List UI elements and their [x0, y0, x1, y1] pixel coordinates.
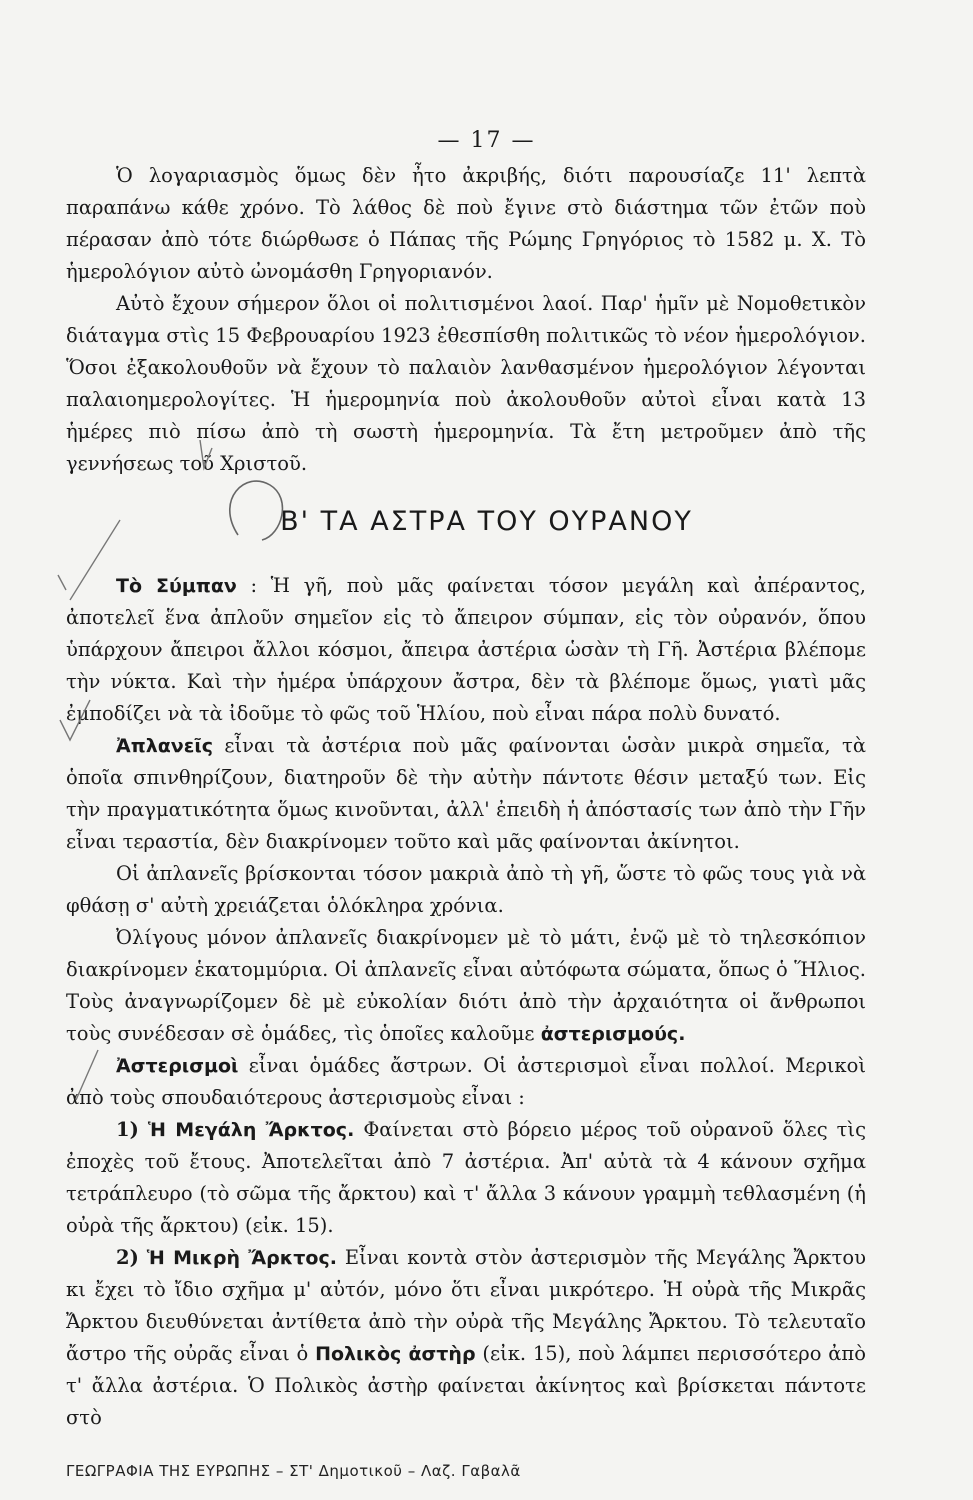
- page-number: — 17 —: [437, 128, 536, 153]
- pencil-tick-mark-1: [58, 575, 66, 590]
- term-polar-star: Πολικὸς ἀστὴρ: [315, 1343, 476, 1365]
- list-number-2: 2): [116, 1246, 139, 1269]
- list-number-1: 1): [116, 1118, 139, 1141]
- term-constellations: ἀστερισμούς.: [540, 1023, 686, 1045]
- term-little-bear: Ἡ Μικρὴ Ἄρκτος.: [146, 1247, 337, 1269]
- list-item-great-bear: [66, 1114, 866, 1242]
- intro-text: [66, 160, 866, 480]
- section-body: [66, 570, 866, 1434]
- term-fixed-stars: Ἀπλανεῖς: [116, 735, 213, 757]
- list-item-great-bear-text: Φαίνεται στὸ βόρειο μέρος τοῦ οὐρανοῦ ὅλες τὶς ἐποχὲς τοῦ ἔτους. Ἀποτελεῖται ἀπὸ 7 ἀστέρια. Ἀπ' αὐτὰ τὰ 4 κάνουν σχῆμα τετράπλευρο (τὸ σῶμα τῆς ἄρκτου) καὶ τ' ἄλλα 3 κάνουν γραμμὴ τεθλασμένη (ἡ οὐρὰ τῆς ἄρκτου) (εἰκ. 15).: [66, 1118, 866, 1237]
- paragraph-universe: [66, 570, 866, 730]
- term-great-bear: Ἡ Μεγάλη Ἄρκτος.: [147, 1119, 355, 1141]
- list-item-little-bear: [66, 1242, 866, 1434]
- list-item-little-bear-text-b: (εἰκ. 15), ποὺ λάμπει περισσότερο ἀπὸ τ' ἄλλα ἀστέρια. Ὁ Πολικὸς ἀστὴρ φαίνεται ἀκίνητος καὶ βρίσκεται πάντοτε στὸ: [66, 1342, 866, 1429]
- paragraph-fixed-stars-text: εἶναι τὰ ἀστέρια ποὺ μᾶς φαίνονται ὡσὰν μικρὰ σημεῖα, τὰ ὁποῖα σπινθηρίζουν, διατηροῦν δὲ τὴν αὐτὴν πάντοτε θέσιν μεταξύ των. Εἰς τὴν πραγματικότητα ὅμως κινοῦνται, ἀλλ' ἐπειδὴ ἡ ἀπόστασίς των ἀπὸ τὴν Γῆν εἶναι τεραστία, δὲν διακρίνομεν τοῦτο καὶ μᾶς φαίνονται ἀκίνητοι.: [66, 734, 866, 853]
- intro-paragraph-1: Ὁ λογαριασμὸς ὅμως δὲν ἦτο ἀκριβής, διότι παρουσίαζε 11' λεπτὰ παραπάνω κάθε χρόνο. Τὸ λάθος δὲ ποὺ ἔγινε στὸ διάστημα τῶν ἐτῶν ποὺ πέρασαν ἀπὸ τότε διώρθωσε ὁ Πάπας τῆς Ρώμης Γρηγόριος τὸ 1582 μ. Χ. Τὸ ἡμερολόγιον αὐτὸ ὠνομάσθη Γρηγοριανόν.: [66, 164, 866, 283]
- paragraph-fixed-stars: [66, 730, 866, 858]
- paragraph-telescope: [66, 922, 866, 1050]
- term-constellations-def: Ἀστερισμοὶ: [116, 1055, 239, 1077]
- paragraph-distance: Οἱ ἀπλανεῖς βρίσκονται τόσον μακριὰ ἀπὸ τὴ γῆ, ὥστε τὸ φῶς τους γιὰ νὰ φθάσῃ σ' αὐτὴ χρειάζεται ὁλόκληρα χρόνια.: [66, 862, 866, 917]
- paragraph-constellations: [66, 1050, 866, 1114]
- footer: ΓΕΩΓΡΑΦΙΑ ΤΗΣ ΕΥΡΩΠΗΣ – ΣΤ' Δημοτικοῦ – Λαζ. Γαβαλᾶ: [66, 1462, 521, 1480]
- section-heading: Β' ΤΑ ΑΣΤΡΑ ΤΟΥ ΟΥΡΑΝΟΥ: [280, 506, 693, 537]
- intro-paragraph-2: Αὐτὸ ἔχουν σήμερον ὅλοι οἱ πολιτισμένοι λαοί. Παρ' ἡμῖν μὲ Νομοθετικὸν διάταγμα στὶς 15 Φεβρουαρίου 1923 ἐθεσπίσθη πολιτικῶς τὸ νέον ἡμερολόγιον. Ὅσοι ἐξακολουθοῦν νὰ ἔχουν τὸ παλαιὸν λανθασμένον ἡμερολόγιον λέγονται παλαιοημερολογίτες. Ἡ ἡμερομηνία ποὺ ἀκολουθοῦν αὐτοὶ εἶναι κατὰ 13 ἡμέρες πιὸ πίσω ἀπὸ τὴ σωστὴ ἡμερομηνία. Τὰ ἔτη μετροῦμεν ἀπὸ τῆς γεννήσεως τοῦ Χριστοῦ.: [66, 292, 866, 475]
- list-item-little-bear-text-a: Εἶναι κοντὰ στὸν ἀστερισμὸν τῆς Μεγάλης Ἄρκτου κι ἔχει τὸ ἴδιο σχῆμα μ' αὐτόν, μόνο ὅτι εἶναι μικρότερο. Ἡ οὐρὰ τῆς Μικρᾶς Ἄρκτου διευθύνεται ἀντίθετα ἀπὸ τὴν οὐρὰ τῆς Μεγάλης Ἄρκτου. Τὸ τελευταῖο ἄστρο τῆς οὐρᾶς εἶναι ὁ: [66, 1246, 866, 1365]
- paragraph-constellations-text: εἶναι ὁμάδες ἄστρων. Οἱ ἀστερισμοὶ εἶναι πολλοί. Μερικοὶ ἀπὸ τοὺς σπουδαιότερους ἀστερισμοὺς εἶναι :: [66, 1054, 866, 1109]
- paragraph-universe-text: : Ἡ γῆ, ποὺ μᾶς φαίνεται τόσον μεγάλη καὶ ἀπέραντος, ἀποτελεῖ ἕνα ἀπλοῦν σημεῖον εἰς τὸ ἄπειρον σύμπαν, εἰς τὸν οὐρανόν, ὅπου ὑπάρχουν ἄπειροι ἄλλοι κόσμοι, ἄπειρα ἀστέρια ὡσὰν τὴ Γῆ. Ἀστέρια βλέπομε τὴν νύκτα. Καὶ τὴν ἡμέρα ὑπάρχουν ἄστρα, δὲν τὰ βλέπομε ὅμως, γιατὶ μᾶς ἐμποδίζει νὰ τὰ ἰδοῦμε τὸ φῶς τοῦ Ἡλίου, ποὺ εἶναι πάρα πολὺ δυνατό.: [66, 574, 867, 725]
- paragraph-telescope-text: Ὀλίγους μόνον ἀπλανεῖς διακρίνομεν μὲ τὸ μάτι, ἐνῷ μὲ τὸ τηλεσκόπιον διακρίνομεν ἑκατομμύρια. Οἱ ἀπλανεῖς εἶναι αὐτόφωτα σώματα, ὅπως ὁ Ἥλιος. Τοὺς ἀναγνωρίζομεν δὲ μὲ εὐκολίαν διότι ἀπὸ τὴν ἀρχαιότητα οἱ ἄνθρωποι τοὺς συνέδεσαν σὲ ὁμάδες, τὶς ὁποῖες καλοῦμε: [66, 926, 866, 1045]
- term-universe: Τὸ Σύμπαν: [116, 575, 237, 597]
